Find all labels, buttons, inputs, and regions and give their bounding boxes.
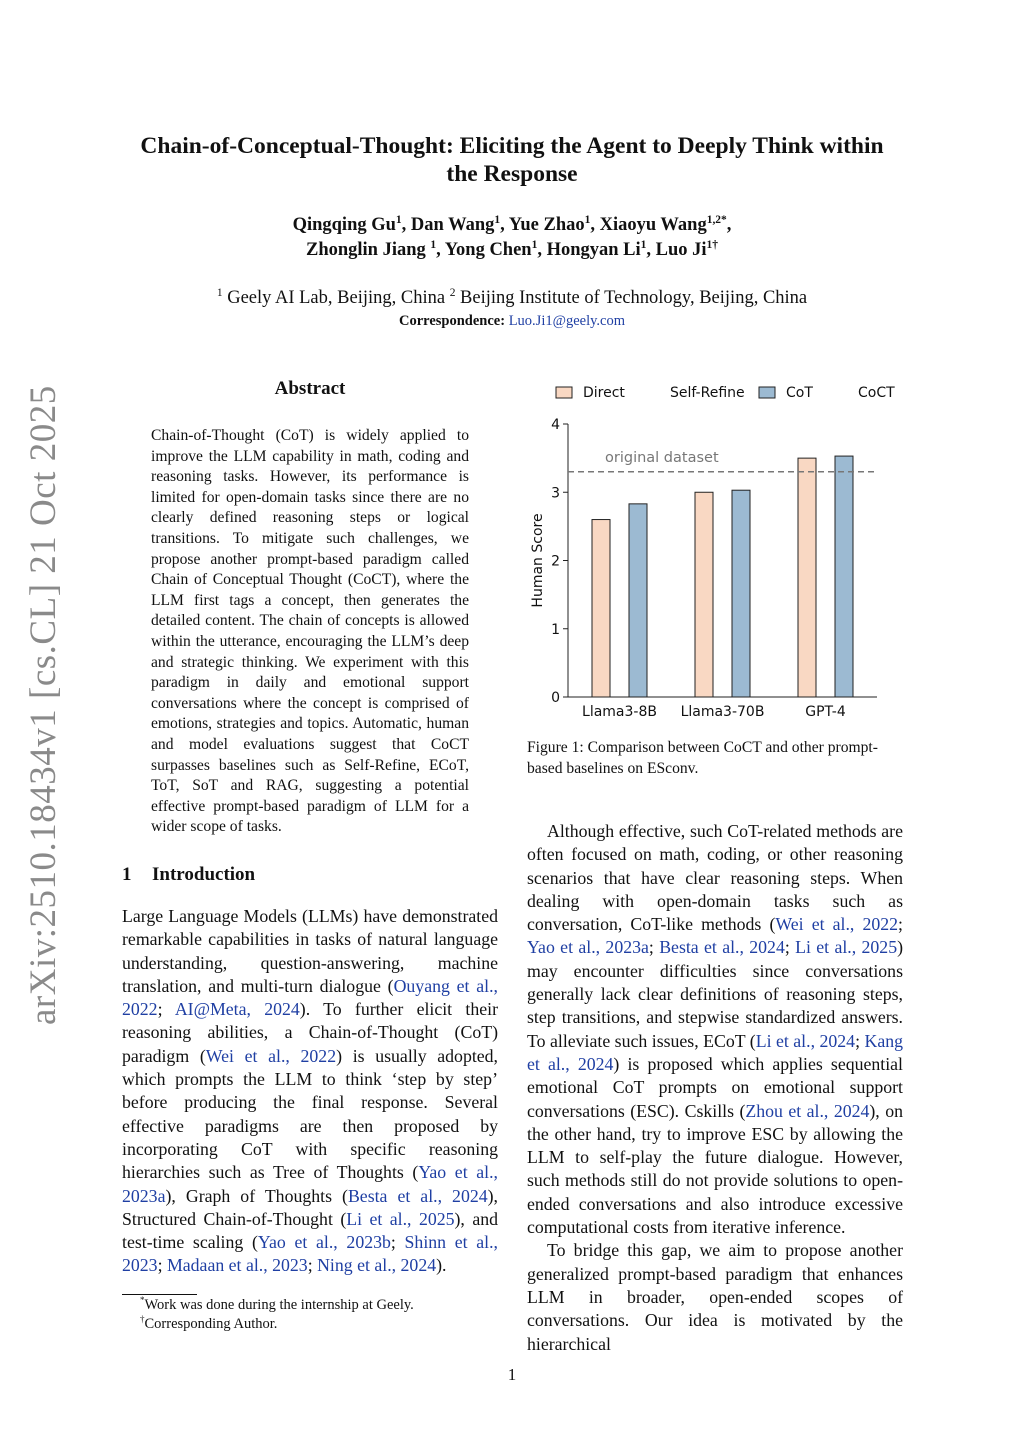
citation-link[interactable]: Yao et al., 2023a xyxy=(122,1162,498,1206)
author-line-1: Qingqing Gu$^1$, Dan Wang$^1$, Yue Zhao$^1$, Xiaoyu Wang$^{1,2*}$, xyxy=(292,213,732,235)
affiliation-1: Geely AI Lab, Beijing, China xyxy=(227,288,446,308)
author-line-2: Zhonglin Jiang $^1$, Yong Chen$^1$, Hongyan Li$^1$, Luo $Ji^{1\dagger}$ xyxy=(305,238,719,260)
citation-link[interactable]: AI@Meta, 2024 xyxy=(174,999,300,1020)
citation-link[interactable]: Wei et al., 2022 xyxy=(205,1045,337,1066)
body-text: ) is proposed which applies sequential emotional CoT prompts on emotional support conversations (ESC). Cskills ( xyxy=(527,1053,903,1121)
affil-number: 1 xyxy=(216,286,223,299)
body-text: ; xyxy=(784,937,796,958)
citation-link[interactable]: Li et al., 2024 xyxy=(755,1030,856,1051)
citation-link[interactable]: Ning et al., 2024 xyxy=(317,1255,437,1276)
y-tick-label: 4 xyxy=(551,417,560,433)
figure-1-caption: Figure 1: Comparison between CoCT and other prompt-based baselines on ESconv. xyxy=(527,739,878,777)
bar-direct-gpt-4 xyxy=(798,458,816,697)
author-name: Luo Ji xyxy=(655,240,707,260)
footnote-2 xyxy=(140,1315,414,1334)
body-text: ), and test-time scaling ( xyxy=(122,1208,498,1253)
legend-swatch-direct xyxy=(556,387,572,398)
footnote-1 xyxy=(140,1296,414,1315)
citation-link[interactable]: Li et al., 2025 xyxy=(346,1208,455,1229)
body-text: ; xyxy=(855,1030,865,1051)
correspondence-email-link[interactable]: Luo.Ji1@geely.com xyxy=(508,313,625,329)
citation-link[interactable]: Yao et al., 2023b xyxy=(257,1232,391,1253)
intro-paragraph-1 xyxy=(122,905,498,1278)
x-tick-label: Llama3-70B xyxy=(680,704,765,720)
arxiv-side-label: arXiv:2510.18434v1 [cs.CL] 21 Oct 2025 xyxy=(23,385,64,1025)
author-name: Xiaoyu Wang xyxy=(599,215,707,235)
author-name: Qingqing Gu xyxy=(292,215,396,235)
section-number: 1 xyxy=(122,864,132,885)
y-tick-label: 3 xyxy=(551,485,560,502)
citation-link[interactable]: Ouyang et al., 2022 xyxy=(122,975,498,1020)
y-tick-label: 1 xyxy=(551,621,560,638)
body-text: ). xyxy=(436,1255,447,1276)
citation-link[interactable]: Besta et al., 2024 xyxy=(659,937,785,958)
reference-line-label: original dataset xyxy=(605,449,719,466)
body-text: ), Graph of Thoughts ( xyxy=(165,1185,348,1206)
author-affil-mark: 1 xyxy=(640,238,647,251)
legend-label-coct: CoCT xyxy=(858,385,895,401)
author-affil-mark: 1 xyxy=(494,213,501,226)
footnote-mark: * xyxy=(140,1295,145,1306)
y-axis-label: Human Score xyxy=(530,513,546,608)
right-paragraph-2: To bridge this gap, we aim to propose another generalized prompt-based paradigm that enhances LLM in broader, open-ended scopes of conversations. Our idea is motivated by the hierarchical xyxy=(527,1240,903,1354)
author-name: Dan Wang xyxy=(410,215,495,235)
footnotes xyxy=(140,1296,414,1334)
title-line-2: the Response xyxy=(446,161,578,187)
body-text: ) may encounter difficulties since conversations generally lack clear definitions of reasoning steps, step transitions, and stepwise standardized answers. To alleviate such issues, ECoT ( xyxy=(527,937,904,1051)
body-text: ; xyxy=(390,1232,405,1253)
abstract-heading: Abstract xyxy=(274,378,346,399)
correspondence-label: Correspondence: xyxy=(399,313,506,329)
footnote-text: Corresponding Author. xyxy=(144,1316,278,1332)
x-tick-label: Llama3-8B xyxy=(582,704,657,720)
correspondence xyxy=(100,313,924,330)
body-text: ; xyxy=(307,1255,318,1276)
abstract-text: Chain-of-Thought (CoT) is widely applied to improve the LLM capability in math, coding and reasoning tasks. However, its performance is limited for open-domain tasks since there are no clearly defined reasoning steps or logical transitions. To mitigate such challenges, we propose another prompt-based paradigm called Chain of Conceptual Thought (CoCT), where the LLM first tags a concept, then generates the detailed content. The chain of concepts is allowed within the utterance, encouraging the LLM’s deep and strategic thinking. We experiment with this paradigm in daily and emotional support conversations where the concept is comprised of emotions, strategies and topics. Automatic, human and model evaluations suggest that CoCT surpasses baselines such as Self-Refine, ECoT, ToT, SoT and RAG, suggesting a potential effective prompt-based paradigm of LLM for a wider scope of tasks. xyxy=(151,427,469,836)
y-tick-label: 0 xyxy=(551,690,560,706)
footnote-mark: † xyxy=(140,1314,145,1325)
affil-number: 2 xyxy=(449,286,456,299)
right-column-text xyxy=(527,820,903,1356)
bar-direct-llama3-8b xyxy=(592,520,610,697)
y-tick-label: 2 xyxy=(551,553,560,570)
body-text: Large Language Models (LLMs) have demonstrated remarkable capabilities in tasks of natural language understanding, question-answering, machine translation, and multi-turn dialogue ( xyxy=(122,906,498,996)
citation-link[interactable]: Madaan et al., 2023 xyxy=(166,1255,308,1276)
body-text: ; xyxy=(648,937,660,958)
legend-label-self-refine: Self-Refine xyxy=(670,385,745,401)
figure-1-bar-chart xyxy=(520,372,900,728)
citation-link[interactable]: Kang et al., 2024 xyxy=(527,1030,903,1074)
legend-label-direct: Direct xyxy=(583,385,625,401)
citation-link[interactable]: Li et al., 2025 xyxy=(795,937,898,958)
bar-cot-gpt-4 xyxy=(835,456,853,697)
author-name: Yue Zhao xyxy=(508,215,585,235)
body-text: ; xyxy=(157,999,175,1020)
right-paragraph-1 xyxy=(527,820,903,1239)
affiliations xyxy=(100,286,924,310)
affiliation-2: Beijing Institute of Technology, Beijing, China xyxy=(460,288,808,308)
legend-swatch-cot xyxy=(759,387,775,398)
body-text: Although effective, such CoT-related methods are often focused on math, coding, or other reasoning scenarios that have clear reasoning steps. When dealing with open-domain tasks such as conversation, CoT-like methods ( xyxy=(527,821,903,935)
citation-link[interactable]: Besta et al., 2024 xyxy=(347,1185,488,1206)
section-heading-introduction xyxy=(122,864,255,886)
bar-cot-llama3-70b xyxy=(732,490,750,697)
citation-link[interactable]: Zhou et al., 2024 xyxy=(745,1100,870,1121)
bar-direct-llama3-70b xyxy=(695,492,713,697)
chart-bars xyxy=(582,456,853,720)
section-title: Introduction xyxy=(152,864,256,885)
author-affil-mark: 1,2* xyxy=(706,213,727,226)
page-number: 1 xyxy=(507,1365,517,1384)
author-affil-mark: 1 xyxy=(584,213,591,226)
body-text: ), Structured Chain-of-Thought ( xyxy=(122,1185,498,1229)
author-affil-mark: 1 xyxy=(430,238,437,251)
citation-link[interactable]: Wei et al., 2022 xyxy=(775,914,899,935)
author-name: Yong Chen xyxy=(444,240,532,260)
footnote-rule xyxy=(122,1294,197,1295)
body-text: ). To further elicit their reasoning abilities, a Chain-of-Thought (CoT) paradigm ( xyxy=(122,999,498,1066)
citation-link[interactable]: Shinn et al., 2023 xyxy=(122,1232,499,1276)
footnote-text: Work was done during the internship at Geely. xyxy=(144,1297,414,1313)
body-text: ) is usually adopted, which prompts the LLM to think ‘step by step’ before producing the final response. Several effective paradigms are then proposed by incorporating CoT with specific reasoning hierarchies such as Tree of Thoughts ( xyxy=(122,1045,498,1183)
title-line-1: Chain-of-Conceptual-Thought: Eliciting the Agent to Deeply Think within xyxy=(140,133,884,159)
citation-link[interactable]: Yao et al., 2023a xyxy=(527,937,649,958)
author-affil-mark: 1 xyxy=(531,238,538,251)
author-name: Zhonglin Jiang xyxy=(305,240,426,260)
author-affil-mark: 1† xyxy=(706,238,719,251)
body-text: ; xyxy=(157,1255,167,1276)
chart-legend xyxy=(556,385,895,401)
author-name: Hongyan Li xyxy=(546,240,641,260)
paper-title xyxy=(100,132,924,188)
author-list xyxy=(100,213,924,263)
bar-cot-llama3-8b xyxy=(629,504,647,697)
body-text: ; xyxy=(898,914,903,935)
reference-line xyxy=(568,450,877,472)
legend-label-cot: CoT xyxy=(786,385,813,401)
x-tick-label: GPT-4 xyxy=(805,704,846,720)
body-text: ), on the other hand, try to improve ESC by allowing the LLM to self-play the future dialogue. However, such methods still do not provide solutions to open-ended conversations and also introduce excessive computational costs from iterative inference. xyxy=(527,1100,903,1238)
author-affil-mark: 1 xyxy=(395,213,402,226)
